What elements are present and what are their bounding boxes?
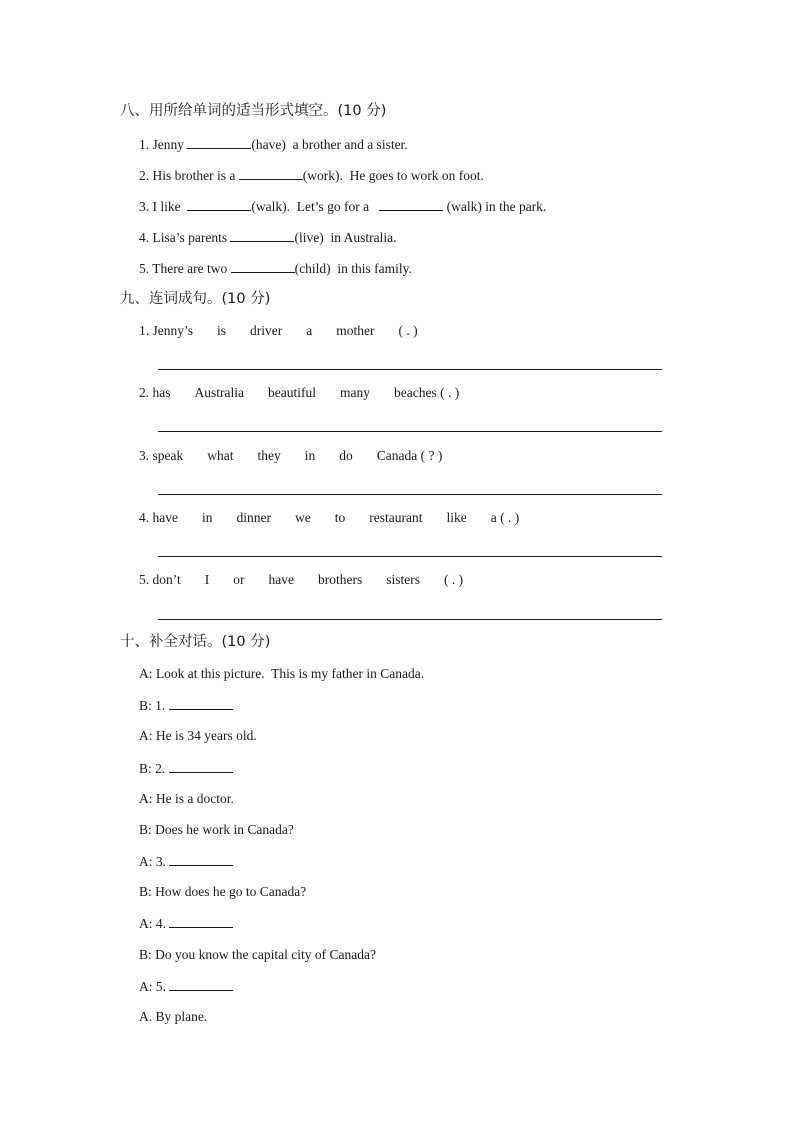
dialogue-text: A: He is a doctor. (139, 791, 234, 806)
item-text: 3. I like (139, 199, 188, 214)
dialogue-text: A: 5. (139, 979, 170, 994)
word: I (204, 572, 210, 587)
word: beautiful (268, 385, 316, 400)
answer-line[interactable] (158, 619, 662, 620)
word: what (207, 448, 234, 463)
word: many (339, 385, 370, 400)
fill-blank[interactable] (169, 913, 233, 928)
word: Jenny’s (152, 323, 193, 338)
word: ( . ) (444, 572, 464, 587)
item-text: 2. His brother is a (139, 168, 239, 183)
section-9-item-1 (139, 321, 418, 341)
dialogue-line (139, 851, 233, 872)
item-text: (have) a brother and a sister. (251, 137, 408, 152)
answer-line[interactable] (158, 494, 662, 495)
word: Australia (194, 385, 244, 400)
word: have (268, 572, 294, 587)
dialogue-line (139, 820, 294, 840)
dialogue-text: A: Look at this picture. This is my father in Canada. (139, 666, 425, 681)
word: beaches ( . ) (393, 385, 460, 400)
section-8-heading: 八、用所给单词的适当形式填空。(10 分) (120, 103, 387, 119)
section-8-item-3 (139, 196, 546, 217)
word: do (339, 448, 353, 463)
word: a (306, 323, 313, 338)
dialogue-line (139, 976, 233, 997)
word: or (233, 572, 245, 587)
section-8-item-1 (139, 134, 408, 155)
item-text: 5. There are two (139, 261, 231, 276)
item-number: 5. (139, 572, 150, 587)
section-8-item-4 (139, 227, 396, 248)
word: restaurant (369, 510, 423, 525)
fill-blank[interactable] (169, 976, 233, 991)
item-text: (walk). Let’s go for a (251, 199, 380, 214)
answer-line[interactable] (158, 556, 662, 557)
fill-blank[interactable] (169, 695, 233, 710)
dialogue-text: A: 4. (139, 916, 170, 931)
word: we (295, 510, 311, 525)
item-text: (work). He goes to work on foot. (302, 168, 484, 183)
section-8-item-2 (139, 165, 484, 186)
word: driver (250, 323, 283, 338)
fill-blank[interactable] (169, 758, 233, 773)
word: in (304, 448, 316, 463)
dialogue-text: A. By plane. (139, 1009, 208, 1024)
fill-blank[interactable] (187, 196, 251, 211)
word: ( . ) (398, 323, 418, 338)
word: speak (152, 448, 184, 463)
dialogue-text: B: Does he work in Canada? (139, 822, 294, 837)
item-text: (walk) in the park. (443, 199, 547, 214)
word: sisters (386, 572, 420, 587)
section-9-item-4 (139, 508, 519, 528)
word: have (152, 510, 178, 525)
word: to (334, 510, 346, 525)
dialogue-line (139, 664, 424, 684)
item-number: 4. (139, 510, 150, 525)
fill-blank[interactable] (379, 196, 443, 211)
dialogue-line (139, 726, 257, 746)
dialogue-text: B: How does he go to Canada? (139, 884, 307, 899)
dialogue-text: A: 3. (139, 854, 170, 869)
dialogue-line (139, 695, 233, 716)
fill-blank[interactable] (230, 227, 294, 242)
section-10-heading: 十、补全对话。(10 分) (120, 634, 271, 650)
dialogue-line (139, 1007, 207, 1027)
section-9-item-5 (139, 570, 463, 590)
word: a ( . ) (490, 510, 520, 525)
word: has (152, 385, 171, 400)
dialogue-line (139, 945, 376, 965)
fill-blank[interactable] (231, 258, 295, 273)
item-number: 2. (139, 385, 150, 400)
item-text: 4. Lisa’s parents (139, 230, 231, 245)
dialogue-text: B: 1. (139, 698, 169, 713)
dialogue-line (139, 758, 233, 779)
dialogue-line (139, 789, 234, 809)
word: dinner (236, 510, 271, 525)
answer-line[interactable] (158, 369, 662, 370)
word: is (217, 323, 227, 338)
fill-blank[interactable] (239, 165, 303, 180)
dialogue-line (139, 882, 306, 902)
section-8-item-5 (139, 258, 412, 279)
dialogue-line (139, 913, 233, 934)
fill-blank[interactable] (187, 134, 251, 149)
item-text: 1. Jenny (139, 137, 188, 152)
item-text: (live) in Australia. (294, 230, 397, 245)
dialogue-text: A: He is 34 years old. (139, 728, 257, 743)
section-9-item-3 (139, 446, 442, 466)
dialogue-text: B: Do you know the capital city of Canada? (139, 947, 376, 962)
word: in (201, 510, 213, 525)
word: brothers (318, 572, 363, 587)
word: Canada ( ? ) (376, 448, 443, 463)
word: they (257, 448, 281, 463)
item-number: 1. (139, 323, 150, 338)
word: like (446, 510, 467, 525)
word: mother (336, 323, 375, 338)
dialogue-text: B: 2. (139, 761, 169, 776)
item-number: 3. (139, 448, 150, 463)
item-text: (child) in this family. (294, 261, 412, 276)
section-9-item-2 (139, 383, 459, 403)
word: don’t (152, 572, 181, 587)
answer-line[interactable] (158, 431, 662, 432)
fill-blank[interactable] (169, 851, 233, 866)
section-9-heading: 九、连词成句。(10 分) (120, 291, 271, 307)
